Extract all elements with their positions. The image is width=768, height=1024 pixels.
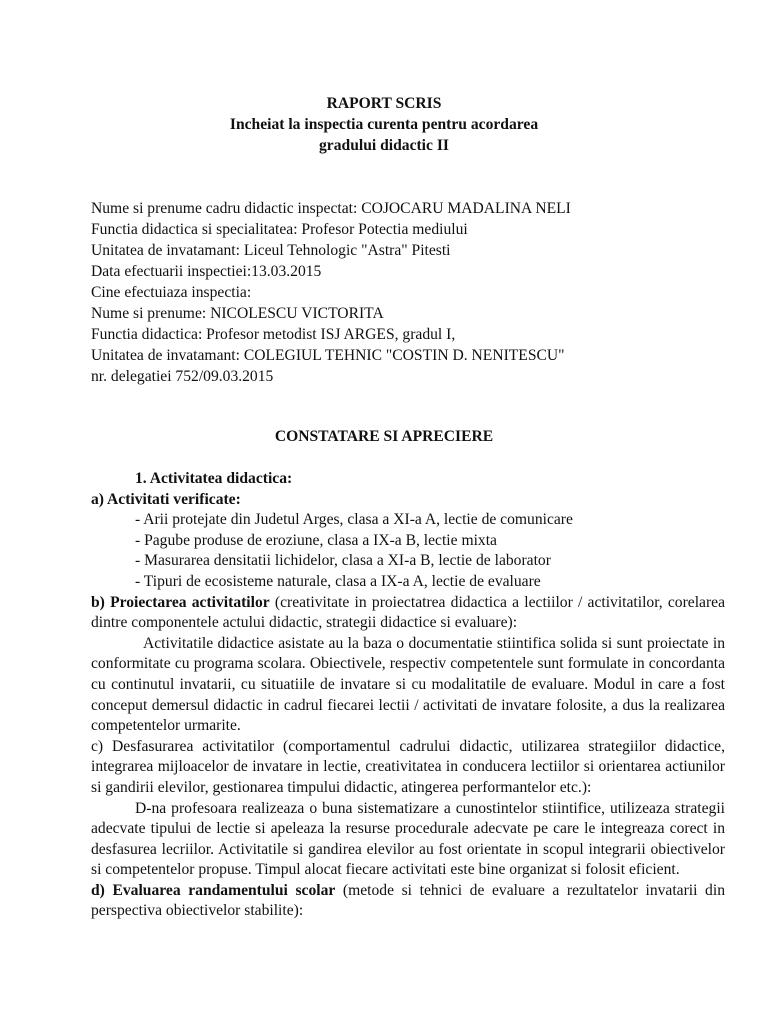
design-section (91, 593, 725, 634)
verified-item: - Masurarea densitatii lichidelor, clasa a XI-a B, lectie de laborator (135, 552, 551, 570)
evaluation-section (91, 881, 725, 922)
info-line-teacher: Nume si prenume cadru didactic inspectat: COJOCARU MADALINA NELI (91, 200, 571, 217)
conduct-section: c) Desfasurarea activitatilor (comportamentul cadrului didactic, utilizarea strategiilor didactice, integrarea mijloacelor de invatare in lectie, creativitatea in conducera lectiilor si orientarea actiunilor si gandirii elevilor, gestionarea timpului didactic, atingerea performantelor etc.): (91, 737, 725, 796)
report-body (91, 469, 725, 922)
info-line-delegation: nr. delegatiei 752/09.03.2015 (91, 368, 274, 385)
info-line-inspector-heading: Cine efectuiaza inspectia: (91, 284, 252, 301)
info-line-function: Functia didactica si specialitatea: Profesor Potectia mediului (91, 221, 468, 238)
design-paragraph: Activitatile didactice asistate au la baza o documentatie stiintifica solida si sunt proiectate in conformitate cu programa scolara. Obiectivele, respectiv competentele sunt formulate in concordanta cu continutul invatarii, cu situatiile de invatare si cu modalitatile de evaluare. Modul in care a fost conceput demersul didactic in cadrul fiecarei lectii / activitati de invatare folosite, a dus la realizarea competentelor urmarite. (91, 634, 725, 735)
report-title (0, 93, 768, 156)
title-line-1: RAPORT SCRIS (326, 95, 442, 112)
info-line-date: Data efectuarii inspectiei:13.03.2015 (91, 263, 322, 280)
verified-item: - Pagube produse de eroziune, clasa a IX-a B, lectie mixta (135, 531, 497, 549)
design-label: b) Proiectarea activitatilor (91, 593, 270, 611)
evaluation-description: (metode si tehnici de evaluare a rezultatelor invatarii din perspectiva obiectivelor stabilite): (91, 881, 725, 920)
verified-activities-heading: a) Activitati verificate: (91, 490, 241, 508)
verified-item: - Tipuri de ecosisteme naturale, clasa a IX-a A, lectie de evaluare (135, 572, 541, 590)
verified-item: - Arii protejate din Judetul Arges, clasa a XI-a A, lectie de comunicare (135, 511, 573, 529)
activity-heading: 1. Activitatea didactica: (135, 470, 293, 487)
section-heading: CONSTATARE SI APRECIERE (274, 428, 494, 445)
title-line-3: gradului didactic II (319, 137, 449, 154)
design-description: (creativitate in proiectatrea didactica a lectiilor / activitatilor, corelarea dintre componentele actului didactic, strategii didactice si evaluare): (91, 593, 725, 632)
info-line-inspector-function: Functia didactica: Profesor metodist ISJ ARGES, gradul I, (91, 326, 456, 343)
title-line-2: Incheiat la inspectia curenta pentru acordarea (229, 116, 539, 133)
conduct-paragraph: D-na profesoara realizeaza o buna sistematizare a cunostintelor stiintifice, utilizeaza strategii adecvate tipului de lectie si apeleaza la resurse procedurale adecvate pe care le integreaza corect in desfasurea lecriilor. Activitatile si gandirea elevilor au fost orientate in scopul integrarii obiectivelor si competentelor propuse. Timpul alocat fiecare activitati este bine organizat si folosit eficient. (91, 799, 725, 879)
inspection-info (91, 198, 691, 387)
info-line-inspector-name: Nume si prenume: NICOLESCU VICTORITA (91, 305, 384, 322)
evaluation-label: d) Evaluarea randamentului scolar (91, 881, 336, 899)
info-line-inspector-school: Unitatea de invatamant: COLEGIUL TEHNIC "COSTIN D. NENITESCU" (91, 347, 565, 364)
info-line-school: Unitatea de invatamant: Liceul Tehnologic "Astra" Pitesti (91, 242, 451, 259)
